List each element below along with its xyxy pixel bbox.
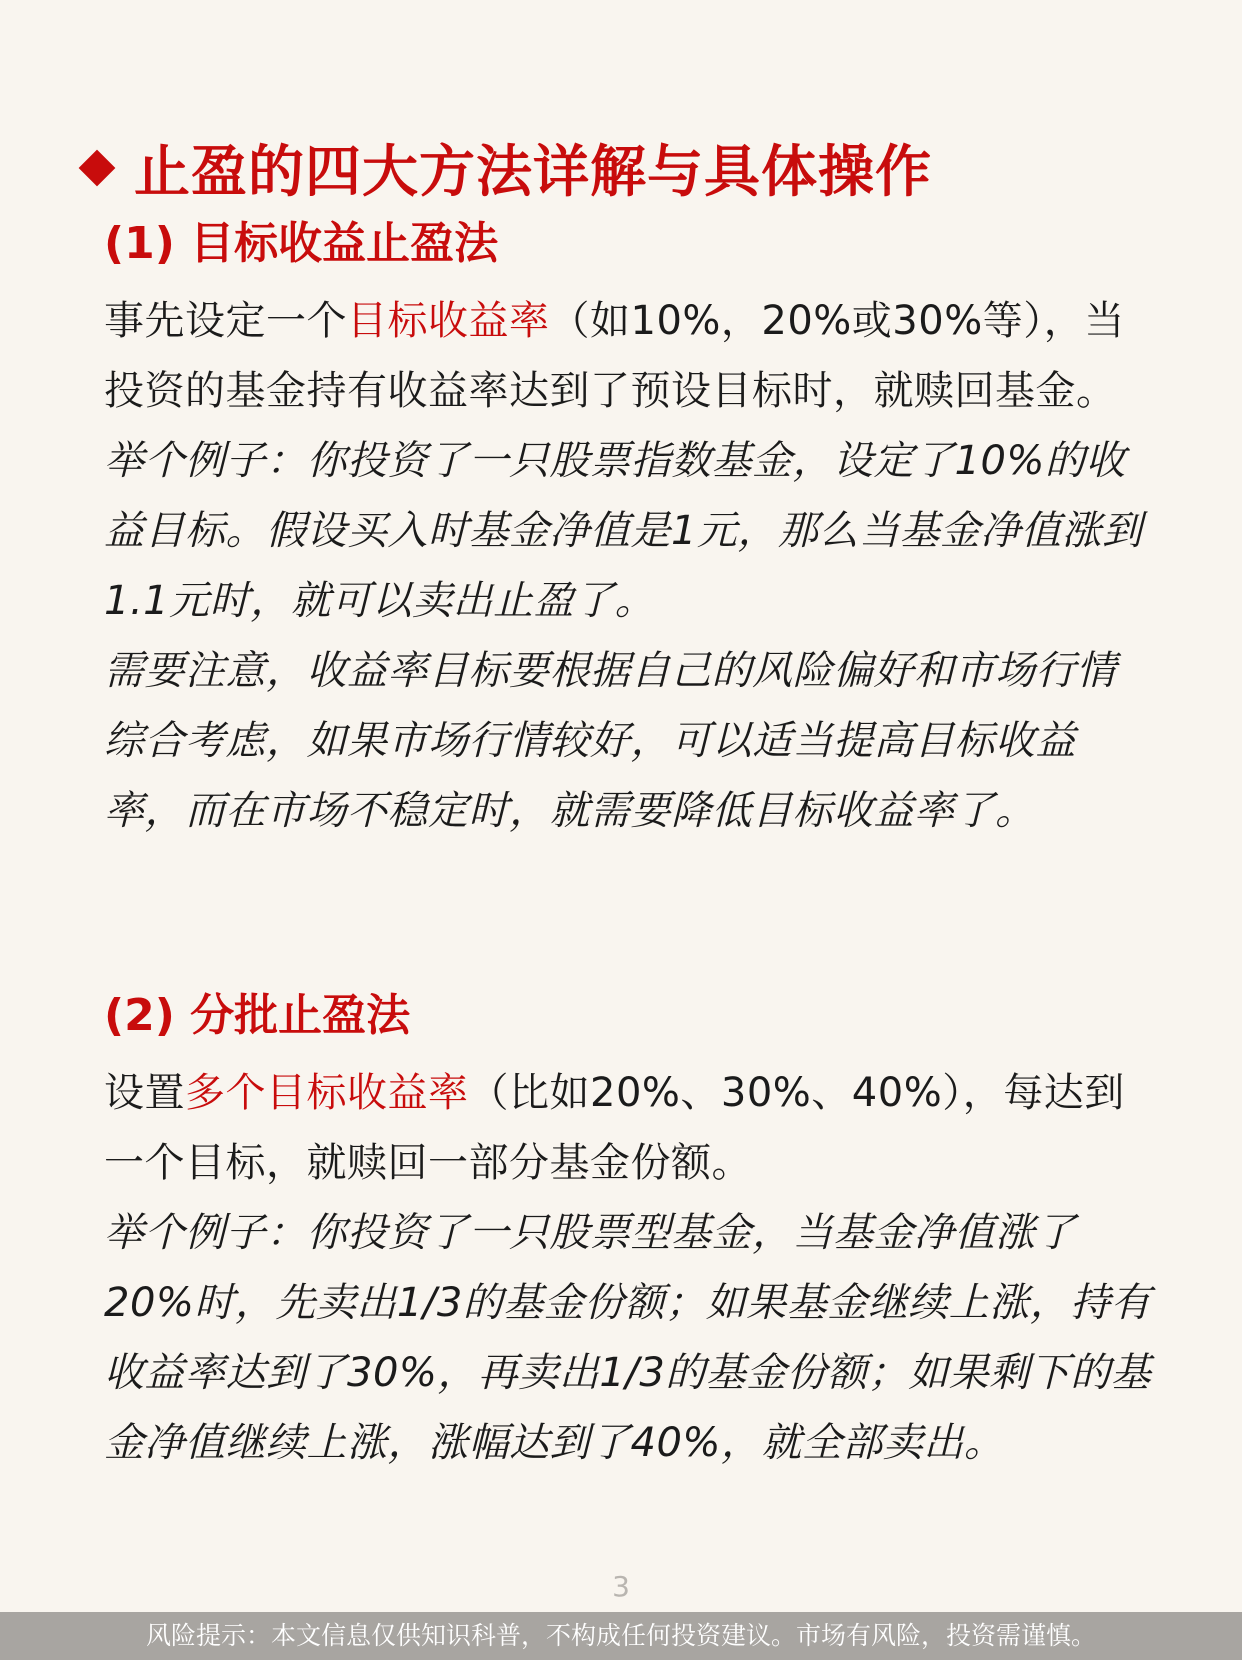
section-target-profit	[104, 214, 1154, 846]
intro-text: 事先设定一个	[104, 298, 347, 344]
intro-highlight: 多个目标收益率	[185, 1070, 469, 1116]
page-number: 3	[612, 1570, 630, 1603]
main-heading	[74, 128, 1194, 208]
intro-text: 设置	[104, 1070, 185, 1116]
section-title: (1) 目标收益止盈法	[104, 218, 499, 269]
section-title: (2) 分批止盈法	[104, 990, 411, 1041]
section-note: 需要注意，收益率目标要根据自己的风险偏好和市场行情综合考虑，如果市场行情较好，可以适当提高目标收益率，而在市场不稳定时，就需要降低目标收益率了。	[104, 648, 1117, 834]
intro-highlight: 目标收益率	[347, 298, 550, 344]
diamond-bullet-icon	[79, 150, 116, 187]
section-batch-profit	[104, 986, 1154, 1478]
section-example: 举个例子：你投资了一只股票型基金，当基金净值涨了20%时，先卖出1/3的基金份额；如果基金继续上涨，持有收益率达到了30%，再卖出1/3的基金份额；如果剩下的基金净值继续上涨，涨幅达到了40%，就全部卖出。	[104, 1210, 1152, 1466]
section-example: 举个例子：你投资了一只股票指数基金，设定了10%的收益目标。假设买入时基金净值是1元，那么当基金净值涨到1.1元时，就可以卖出止盈了。	[104, 438, 1143, 624]
disclaimer-text: 风险提示：本文信息仅供知识科普，不构成任何投资建议。市场有风险，投资需谨慎。	[145, 1621, 1096, 1650]
section-intro	[104, 286, 1154, 426]
heading-title: 止盈的四大方法详解与具体操作	[134, 140, 932, 205]
intro-text: （比如20%、30%、40%），每达到一个目标，就赎回一部分基金份额。	[104, 1070, 1125, 1186]
section-intro	[104, 1058, 1154, 1198]
disclaimer-bar	[0, 1612, 1242, 1660]
intro-text: （如10%，20%或30%等），当投资的基金持有收益率达到了预设目标时，就赎回基金。	[104, 298, 1125, 414]
